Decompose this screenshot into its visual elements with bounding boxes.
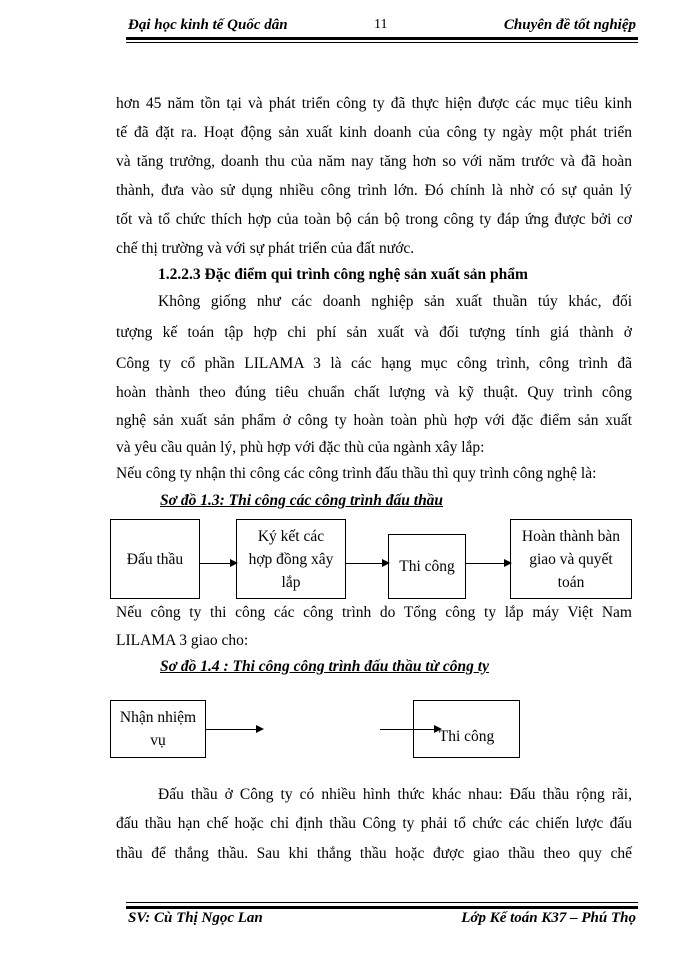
paragraph-line: chế thị trường và với sự phát triển của đất nước. (116, 240, 415, 257)
paragraph-line: và tăng trưởng, doanh thu của năm nay tăng hơn so với năm trước và đã hoàn (116, 153, 632, 170)
diagram-1-title: Sơ đồ 1.3: Thi công các công trình đấu thầu (160, 492, 444, 509)
header-rule-thin (126, 42, 638, 43)
flow-box-label: vụ (150, 732, 166, 749)
paragraph-line: hoàn thành theo đúng tiêu chuẩn chất lượng và kỹ thuật. Quy trình công (116, 384, 632, 401)
footer-class: Lớp Kế toán K37 – Phú Thọ (461, 910, 636, 926)
page-footer (128, 910, 636, 930)
flow-box-label: Nhận nhiệm (119, 709, 197, 726)
flow-box-thi-cong (388, 534, 466, 599)
flow-box-thi-cong-2 (413, 700, 520, 758)
header-university: Đại học kinh tế Quốc dân (128, 17, 288, 33)
paragraph-line: tượng kế toán tập hợp chi phí sản xuất và đối tượng tính giá thành ở (116, 324, 632, 341)
flow-arrow (346, 563, 388, 564)
footer-student: SV: Cù Thị Ngọc Lan (128, 910, 263, 926)
flow-arrow (466, 563, 510, 564)
paragraph-line: Nếu công ty thi công các công trình do Tổng công ty lắp máy Việt Nam (116, 604, 632, 621)
flow-box-label: Thi công (438, 727, 495, 745)
paragraph-line: tế đã đặt ra. Hoạt động sản xuất kinh doanh của công ty ngày một phát triển (116, 124, 632, 141)
page-header (128, 17, 636, 37)
flow-box-label: lắp (281, 573, 301, 591)
paragraph-line: thành, đưa vào sử dụng nhiều công trình lớn. Đó chính là nhờ có sự quản lý (116, 182, 632, 199)
diagram-2-title: Sơ đồ 1.4 : Thi công công trình đấu thầu từ công ty (160, 658, 489, 675)
flow-box-nhan-nhiem-vu (110, 700, 206, 758)
flow-box-label: Hoàn thành bàn (521, 527, 621, 545)
flow-box-hoan-thanh (510, 519, 632, 599)
section-heading: 1.2.2.3 Đặc điểm qui trình công nghệ sản xuất sản phẩm (158, 266, 528, 283)
flow-box-label: Thi công (399, 558, 455, 575)
header-report-type: Chuyên đề tốt nghiệp (503, 17, 636, 33)
paragraph-line: Công ty cổ phần LILAMA 3 là các hạng mục công trình, công trình đã (116, 355, 632, 372)
page-number: 11 (374, 17, 388, 32)
header-rule-thick (126, 37, 638, 40)
footer-rule-thin (126, 902, 638, 903)
paragraph-line: Không giống như các doanh nghiệp sản xuất thuần túy khác, đối (158, 293, 632, 310)
paragraph-line: nghệ sản xuất sản phẩm ở công ty hoàn toàn phù hợp với đặc điểm sản xuất (116, 412, 632, 429)
footer-rule-thick (126, 906, 638, 909)
paragraph-line: Đấu thầu ở Công ty có nhiều hình thức khác nhau: Đấu thầu rộng rãi, (158, 786, 632, 803)
flow-box-label: Đấu thầu (126, 550, 184, 568)
flow-box-dau-thau (110, 519, 200, 599)
paragraph-line: thầu để thắng thầu. Sau khi thắng thầu hoặc được giao thầu theo quy chế (116, 845, 632, 862)
paragraph-line: và yêu cầu quản lý, phù hợp với đặc thù của ngành xây lắp: (116, 439, 485, 456)
flow-arrow (200, 563, 236, 564)
flow-box-label: toán (557, 573, 585, 591)
flow-box-ky-ket (236, 519, 346, 599)
paragraph-line: đấu thầu hạn chế hoặc chỉ định thầu Công ty phải tổ chức các chiến lược đấu (116, 815, 632, 832)
flow-arrow (206, 729, 262, 730)
paragraph-line: hơn 45 năm tồn tại và phát triển công ty đã thực hiện được các mục tiêu kinh (116, 95, 632, 112)
flow-box-label: giao và quyết (529, 550, 613, 568)
paragraph-line: tốt và tổ chức thích hợp của toàn bộ cán bộ trong công ty đáp ứng được bởi cơ (116, 211, 632, 228)
flow-box-label: Ký kết các (257, 527, 325, 545)
paragraph-line: Nếu công ty nhận thi công các công trình đấu thầu thì quy trình công nghệ là: (116, 465, 597, 482)
paragraph-line: LILAMA 3 giao cho: (116, 632, 249, 649)
flow-box-label: hợp đồng xây (248, 550, 334, 568)
